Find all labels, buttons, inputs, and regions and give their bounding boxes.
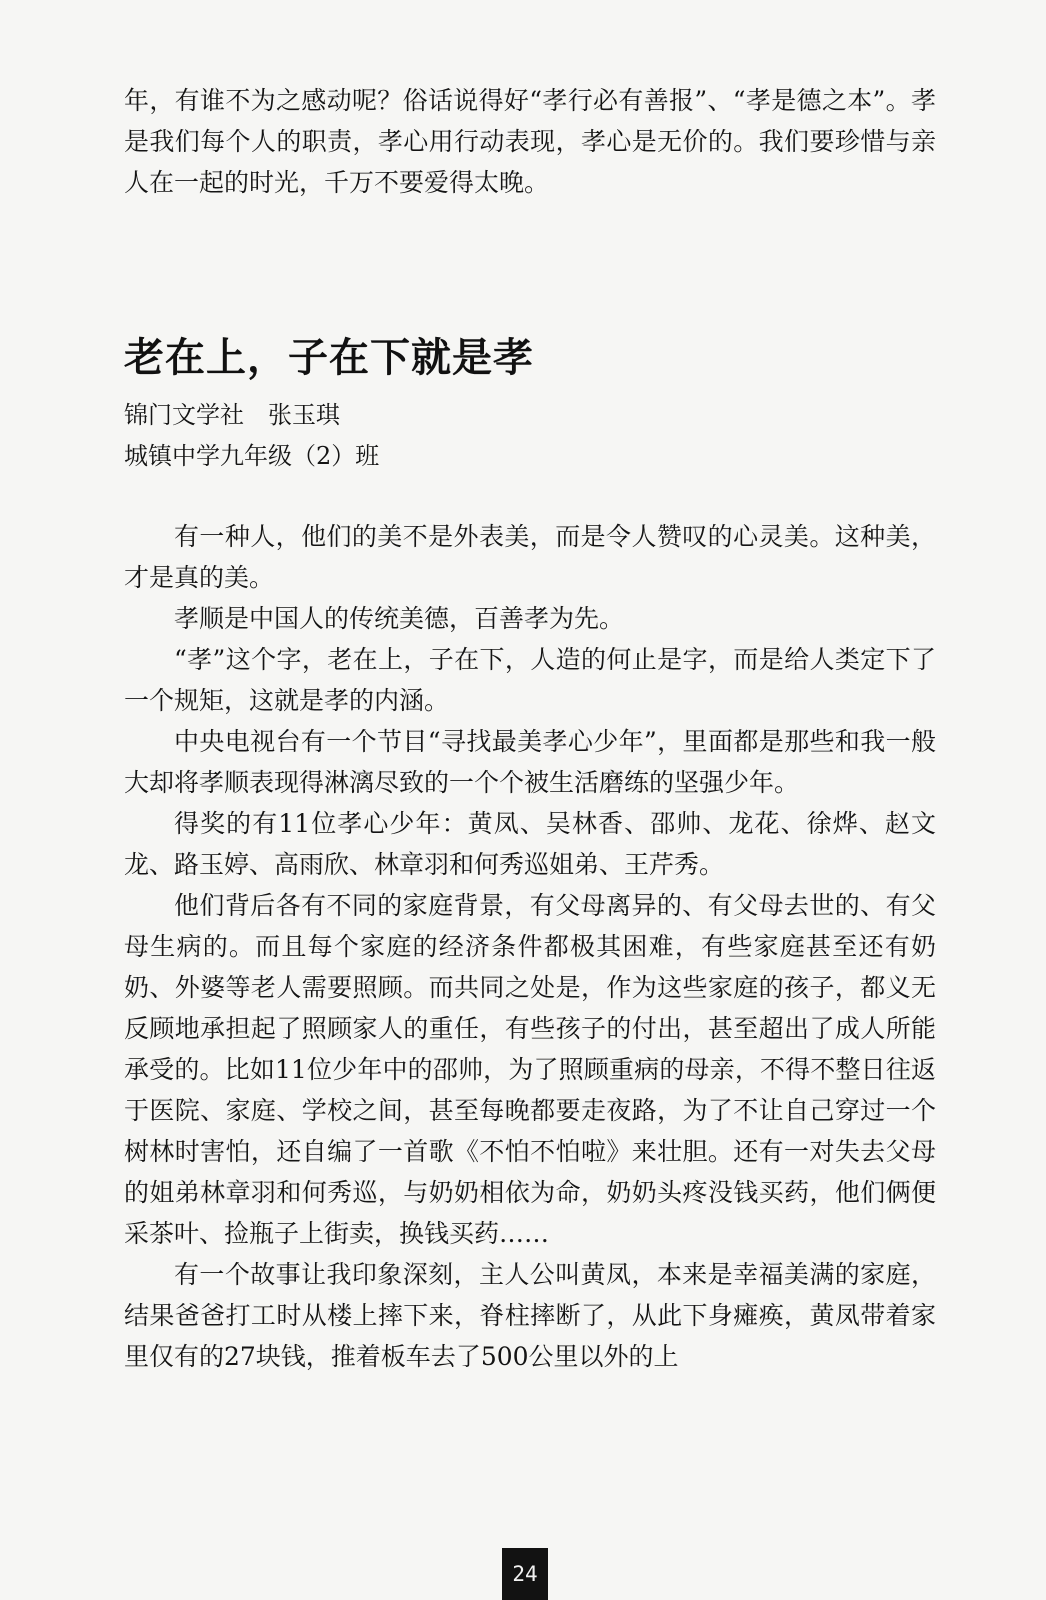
article-byline <box>124 395 379 477</box>
body-paragraph: 他们背后各有不同的家庭背景，有父母离异的、有父母去世的、有父母生病的。而且每个家庭的经济条件都极其困难，有些家庭甚至还有奶奶、外婆等老人需要照顾。而共同之处是，作为这些家庭的孩子，都义无反顾地承担起了照顾家人的重任，有些孩子的付出，甚至超出了成人所能承受的。比如11位少年中的邵帅，为了照顾重病的母亲，不得不整日往返于医院、家庭、学校之间，甚至每晚都要走夜路，为了不让自己穿过一个树林时害怕，还自编了一首歌《不怕不怕啦》来壮胆。还有一对失去父母的姐弟林章羽和何秀巡，与奶奶相依为命，奶奶头疼没钱买药，他们俩便采茶叶、捡瓶子上街卖，换钱买药…… <box>124 891 936 1248</box>
intro-paragraph: 年，有谁不为之感动呢？俗话说得好“孝行必有善报”、“孝是德之本”。孝是我们每个人的职责，孝心用行动表现，孝心是无价的。我们要珍惜与亲人在一起的时光，千万不要爱得太晚。 <box>124 86 936 197</box>
body-paragraph: “孝”这个字，老在上，子在下，人造的何止是字，而是给人类定下了一个规矩，这就是孝的内涵。 <box>124 645 936 715</box>
class-line: 城镇中学九年级（2）班 <box>124 442 380 470</box>
body-paragraph: 孝顺是中国人的传统美德，百善孝为先。 <box>174 604 625 633</box>
previous-article-ending <box>124 80 936 203</box>
article-title: 老在上，子在下就是孝 <box>124 335 534 381</box>
body-paragraph: 中央电视台有一个节目“寻找最美孝心少年”，里面都是那些和我一般大却将孝顺表现得淋漓尽致的一个个被生活磨练的坚强少年。 <box>124 727 936 797</box>
body-paragraph: 有一个故事让我印象深刻，主人公叫黄凤，本来是幸福美满的家庭，结果爸爸打工时从楼上摔下来，脊柱摔断了，从此下身瘫痪，黄凤带着家里仅有的27块钱，推着板车去了500公里以外的上 <box>124 1260 936 1371</box>
author-line: 锦门文学社 张玉琪 <box>124 401 340 429</box>
body-paragraph: 得奖的有11位孝心少年：黄凤、吴林香、邵帅、龙花、徐烨、赵文龙、路玉婷、高雨欣、林章羽和何秀巡姐弟、王芹秀。 <box>124 809 936 879</box>
body-paragraph: 有一种人，他们的美不是外表美，而是令人赞叹的心灵美。这种美，才是真的美。 <box>124 522 936 592</box>
article-body <box>124 516 936 1377</box>
page-number: 24 <box>502 1548 548 1600</box>
